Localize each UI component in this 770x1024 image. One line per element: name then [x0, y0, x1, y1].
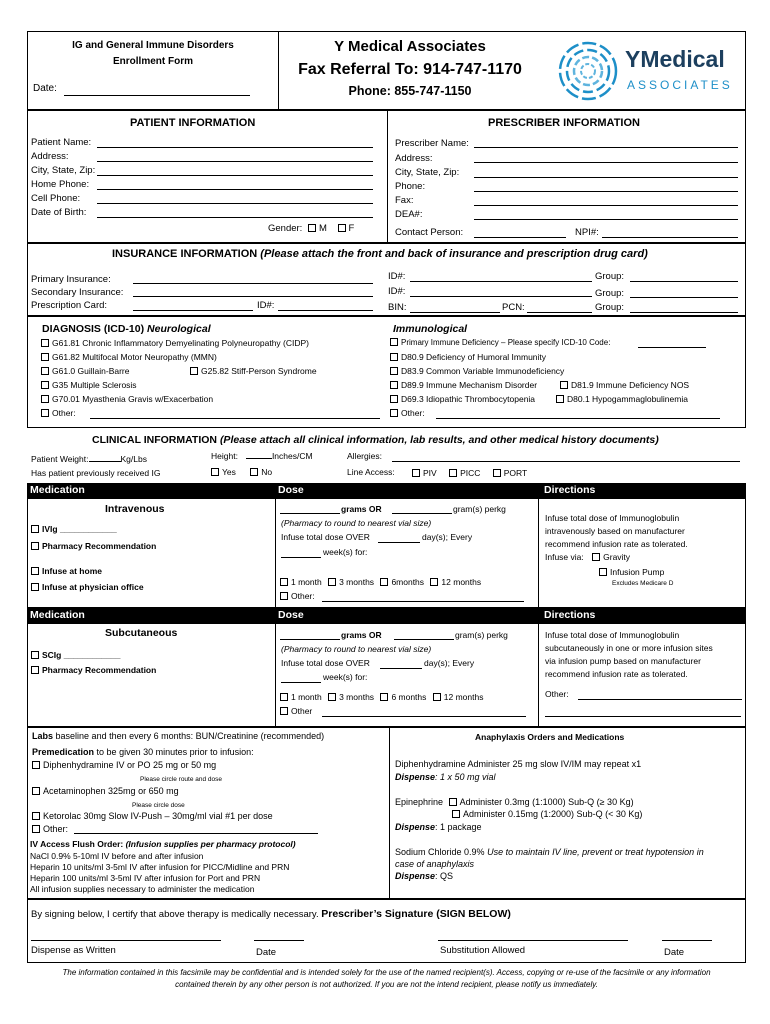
- fax-number: Fax Referral To: 914-747-1170: [298, 61, 522, 78]
- gender-m-label: M: [318, 223, 327, 234]
- circle-dose-note: Please circle dose: [132, 802, 185, 809]
- gender-m-checkbox[interactable]: [308, 224, 316, 232]
- dx-neuro-mg: G70.01 Myasthenia Gravis w/Exacerbation: [41, 394, 213, 404]
- sc-other: Other: [280, 706, 312, 716]
- sc-pharm-rec: Pharmacy Recommendation: [31, 665, 156, 675]
- premed-acet: Acetaminophen 325mg or 650 mg: [32, 786, 179, 796]
- dx-d80-1-checkbox[interactable]: [556, 395, 564, 403]
- sc-other-checkbox[interactable]: [280, 707, 288, 715]
- secondary-id-field[interactable]: [410, 296, 592, 297]
- daw-label: Dispense as Written: [31, 945, 116, 956]
- dx-neuro-other-checkbox[interactable]: [41, 409, 49, 417]
- iv-other: Other:: [280, 591, 315, 601]
- sc-dir-other-field-2[interactable]: [545, 716, 741, 717]
- iv-other-field[interactable]: [322, 601, 524, 602]
- premed-other-field[interactable]: [74, 833, 318, 834]
- prescriber-fax-label: Fax:: [395, 195, 414, 206]
- sc-dose-1b: gram(s) perkg: [455, 630, 508, 640]
- prescriber-phone-label: Phone:: [395, 181, 426, 192]
- iv-divider-1: [275, 498, 276, 608]
- sc-per-kg-field[interactable]: [394, 639, 454, 640]
- sub-date-label: Date: [664, 947, 685, 958]
- prescriber-address-field[interactable]: [474, 162, 738, 163]
- patient-city-label: City, State, Zip:: [31, 165, 96, 176]
- dx-cidp-checkbox[interactable]: [41, 339, 49, 347]
- patient-name-label: Patient Name:: [31, 137, 92, 148]
- sc-divider-1: [275, 623, 276, 727]
- clinical-title: CLINICAL INFORMATION (Please attach all clinical information, lab results, and other medical history documents): [92, 434, 659, 446]
- sc-1-month-checkbox[interactable]: [280, 693, 288, 701]
- logo-circle-icon: [555, 40, 621, 102]
- header-divider: [278, 31, 279, 110]
- iv-dose-3a: Infuse total dose OVER: [281, 532, 370, 542]
- form-title-2: Enrollment Form: [112, 56, 193, 67]
- dx-immuno-d89: D89.9 Immune Mechanism Disorder: [390, 380, 537, 390]
- iv-weeks-field[interactable]: [281, 557, 321, 558]
- anaph-na-3: Dispense: QS: [395, 871, 454, 881]
- dx-mmn-checkbox[interactable]: [41, 353, 49, 361]
- anaph-na-1: Sodium Chloride 0.9% Use to maintain IV line, prevent or treat hypotension in: [395, 847, 704, 857]
- sc-scig: SCIg ____________: [31, 650, 120, 660]
- footer-line-2: contained therein by any other person is not authorized. If you are not the intend recipient, please notify us immediately.: [175, 980, 598, 989]
- logo-name: YMedical: [625, 46, 725, 72]
- sc-dose-4: week(s) for:: [323, 672, 368, 682]
- patient-city-field[interactable]: [97, 175, 373, 176]
- port-checkbox[interactable]: [493, 469, 501, 477]
- flush-supplies: All infusion supplies necessary to administer the medication: [30, 884, 255, 894]
- sc-dose-2: (Pharmacy to round to nearest vial size): [281, 644, 432, 654]
- gravity-checkbox[interactable]: [592, 553, 600, 561]
- dx-neuro-gb: G61.0 Guillain-Barre: [41, 366, 129, 376]
- prev-ig-yes-checkbox[interactable]: [211, 468, 219, 476]
- rx-card-id-label: ID#:: [257, 300, 275, 311]
- labs-line: Labs baseline and then every 6 months: BUN/Creatinine (recommended): [32, 731, 325, 741]
- patient-prescriber-divider: [387, 110, 388, 243]
- patient-dob-field[interactable]: [97, 217, 373, 218]
- line-access-options: PIV PICC PORT: [412, 468, 527, 478]
- dx-immuno-d81: D81.9 Immune Deficiency NOS: [560, 380, 689, 390]
- sc-heading: Subcutaneous: [105, 627, 178, 639]
- sc-6-months-checkbox[interactable]: [380, 693, 388, 701]
- iv-12-months-checkbox[interactable]: [430, 578, 438, 586]
- patient-dob-label: Date of Birth:: [31, 207, 87, 218]
- infuse-office-checkbox[interactable]: [31, 583, 39, 591]
- dx-immuno-d83: D83.9 Common Variable Immunodeficiency: [390, 366, 564, 376]
- prescriber-phone-field[interactable]: [474, 191, 738, 192]
- flush-title: IV Access Flush Order: (Infusion supplies per pharmacy protocol): [30, 839, 296, 849]
- sc-dose-1a: grams OR: [341, 630, 382, 640]
- sc-3-months-checkbox[interactable]: [328, 693, 336, 701]
- picc-checkbox[interactable]: [449, 469, 457, 477]
- secondary-insurance-field[interactable]: [133, 296, 373, 297]
- sc-dose-3b: day(s); Every: [424, 658, 475, 668]
- npi-field[interactable]: [602, 237, 738, 238]
- sc-dir-1: Infuse total dose of Immunoglobulin: [545, 630, 680, 640]
- iv-dose-1b: gram(s) perkg: [453, 504, 506, 514]
- iv-dir-4: Infuse via: Gravity: [545, 552, 631, 562]
- anaph-diph-1: Diphenhydramine Administer 25 mg slow IV/IM may repeat x1: [395, 759, 642, 769]
- dx-d69-checkbox[interactable]: [390, 395, 398, 403]
- secondary-id-label: ID#:: [388, 286, 406, 297]
- diph-checkbox[interactable]: [32, 761, 40, 769]
- daw-date-label: Date: [256, 947, 277, 958]
- scig-checkbox[interactable]: [31, 651, 39, 659]
- company-name: Y Medical Associates: [334, 38, 486, 55]
- premed-other: Other:: [32, 824, 68, 834]
- sc-dir-other-field-1[interactable]: [578, 699, 742, 700]
- prev-ig-no-checkbox[interactable]: [250, 468, 258, 476]
- primary-id-field[interactable]: [410, 281, 592, 282]
- prescriber-section-title: PRESCRIBER INFORMATION: [488, 117, 640, 129]
- circle-route-note: Please circle route and dose: [140, 776, 223, 783]
- iv-pharm-rec: Pharmacy Recommendation: [31, 541, 156, 551]
- bin-label: BIN:: [388, 302, 407, 313]
- primary-group-field[interactable]: [630, 281, 738, 282]
- prescriber-dea-label: DEA#:: [395, 209, 423, 220]
- dx-immuno-pid: Primary Immune Deficiency – Please specify ICD-10 Code:: [390, 338, 610, 347]
- sc-duration: 1 month 3 months 6 months 12 months: [280, 692, 483, 702]
- iv-dose-1a: grams OR: [341, 504, 382, 514]
- patient-cell-phone-label: Cell Phone:: [31, 193, 81, 204]
- primary-insurance-label: Primary Insurance:: [31, 274, 111, 285]
- anaph-epi-3: Dispense: 1 package: [395, 822, 482, 832]
- dx-neuro-cidp: G61.81 Chronic Inflammatory Demyelinating Polyneuropathy (CIDP): [41, 338, 309, 348]
- ivig-checkbox[interactable]: [31, 525, 39, 533]
- iv-infuse-home: Infuse at home: [31, 566, 102, 576]
- anaph-title: Anaphylaxis Orders and Medications: [475, 732, 625, 742]
- sub-signature-field[interactable]: [438, 940, 628, 941]
- sc-header-bar: Medication Dose Directions: [27, 608, 746, 623]
- allergies-label: Allergies:: [347, 451, 382, 461]
- prev-ig-label: Has patient previously received IG: [31, 468, 161, 478]
- dx-ms-checkbox[interactable]: [41, 381, 49, 389]
- sc-dir-2: subcutaneously in one or more infusion sites: [545, 643, 713, 653]
- rx-group-label: Group:: [595, 302, 625, 313]
- iv-dose-2: (Pharmacy to round to nearest vial size): [281, 518, 432, 528]
- dx-immuno-other-field[interactable]: [436, 418, 720, 419]
- iv-infuse-office: Infuse at physician office: [31, 582, 144, 592]
- weight-label: Patient Weight: Kg/Lbs: [31, 454, 147, 464]
- iv-ivig: IVIg ____________: [31, 524, 117, 534]
- prescriber-city-field[interactable]: [474, 177, 738, 178]
- gender-f-label: F: [348, 223, 355, 234]
- dx-immuno-other: Other:: [390, 408, 425, 418]
- patient-section-title: PATIENT INFORMATION: [130, 117, 256, 129]
- anaph-na-2: case of anaphylaxis: [395, 859, 475, 869]
- dx-immuno-d80-1: D80.1 Hypogammaglobulinemia: [556, 394, 688, 404]
- npi-label: NPI#:: [575, 227, 599, 238]
- sc-pharm-rec-checkbox[interactable]: [31, 666, 39, 674]
- labs-divider: [389, 727, 390, 899]
- daw-signature-field[interactable]: [31, 940, 221, 941]
- iv-duration: 1 month 3 months 6months 12 months: [280, 577, 481, 587]
- patient-cell-phone-field[interactable]: [97, 203, 373, 204]
- rx-group-field[interactable]: [630, 312, 738, 313]
- iv-header-bar: Medication Dose Directions: [27, 483, 746, 498]
- sc-dir-3: via infusion pump based on manufacturer: [545, 656, 701, 666]
- epi-03-checkbox[interactable]: [449, 798, 457, 806]
- iv-dose-3b: day(s); Every: [422, 532, 473, 542]
- secondary-group-label: Group:: [595, 288, 625, 299]
- flush-hep2: Heparin 100 units/ml 3-5ml IV after infusion for Port and PRN: [30, 873, 261, 883]
- secondary-group-field[interactable]: [630, 297, 738, 298]
- iv-dose-4: week(s) for:: [323, 547, 368, 557]
- sc-days-field[interactable]: [380, 668, 422, 669]
- iv-dir-1: Infuse total dose of Immunoglobulin: [545, 513, 680, 523]
- iv-6-months-checkbox[interactable]: [380, 578, 388, 586]
- patient-name-field[interactable]: [97, 147, 373, 148]
- allergies-field[interactable]: [392, 461, 740, 462]
- bin-field[interactable]: [410, 312, 500, 313]
- gender-label: Gender:: [268, 223, 303, 234]
- patient-address-label: Address:: [31, 151, 69, 162]
- premed-keto: Ketorolac 30mg Slow IV-Push – 30mg/ml vial #1 per dose: [32, 811, 273, 821]
- prescriber-name-field[interactable]: [474, 147, 738, 148]
- sub-label: Substitution Allowed: [440, 945, 526, 956]
- primary-id-label: ID#:: [388, 271, 406, 282]
- infusion-pump-checkbox[interactable]: [599, 568, 607, 576]
- flush-nacl: NaCl 0.9% 5-10ml IV before and after infusion: [30, 851, 204, 861]
- piv-checkbox[interactable]: [412, 469, 420, 477]
- flush-hep1: Heparin 10 units/ml 3-5ml IV after infusion for PICC/Midline and PRN: [30, 862, 290, 872]
- gender-f-checkbox[interactable]: [338, 224, 346, 232]
- rx-card-id-field[interactable]: [278, 310, 373, 311]
- iv-grams-field[interactable]: [280, 513, 340, 514]
- dx-d83-checkbox[interactable]: [390, 367, 398, 375]
- dx-neuro-mmn: G61.82 Multifocal Motor Neuropathy (MMN): [41, 352, 217, 362]
- iv-dir-3: recommend infusion rate as tolerated.: [545, 539, 688, 549]
- sc-weeks-field[interactable]: [281, 682, 321, 683]
- patient-address-field[interactable]: [97, 161, 373, 162]
- sc-dir-other-label: Other:: [545, 689, 569, 699]
- iv-dir-2: intravenously based on manufacturer: [545, 526, 685, 536]
- patient-home-phone-label: Home Phone:: [31, 179, 90, 190]
- dx-pid-code-field[interactable]: [638, 347, 706, 348]
- acet-checkbox[interactable]: [32, 787, 40, 795]
- contact-person-label: Contact Person:: [395, 227, 464, 238]
- iv-pharm-rec-checkbox[interactable]: [31, 542, 39, 550]
- premed-line: Premedication to be given 30 minutes prior to infusion:: [32, 747, 254, 757]
- dx-immuno-other-checkbox[interactable]: [390, 409, 398, 417]
- dx-neuro-other-field[interactable]: [90, 418, 380, 419]
- height-label: Height: Inches/CM: [211, 451, 313, 461]
- sc-grams-field[interactable]: [280, 639, 340, 640]
- immuno-label: Immunological: [393, 323, 468, 335]
- pcn-label: PCN:: [502, 302, 525, 313]
- dx-pid-checkbox[interactable]: [390, 338, 398, 346]
- line-access-label: Line Access:: [347, 467, 395, 477]
- prescriber-address-label: Address:: [395, 153, 433, 164]
- premed-other-checkbox[interactable]: [32, 825, 40, 833]
- iv-3-months-checkbox[interactable]: [328, 578, 336, 586]
- diagnosis-title: DIAGNOSIS (ICD-10) Neurological: [42, 323, 211, 335]
- dx-immuno-d69: D69.3 Idiopathic Thrombocytopenia: [390, 394, 535, 404]
- iv-days-field[interactable]: [378, 542, 420, 543]
- prescription-card-label: Prescription Card:: [31, 300, 108, 311]
- iv-heading: Intravenous: [105, 503, 165, 515]
- phone-number: Phone: 855-747-1150: [348, 84, 472, 98]
- iv-per-kg-field[interactable]: [392, 513, 452, 514]
- certify-line: By signing below, I certify that above therapy is medically necessary. Prescriber’s Signature (SIGN BELOW): [31, 908, 511, 920]
- dx-immuno-d80: D80.9 Deficiency of Humoral Immunity: [390, 352, 546, 362]
- iv-1-month-checkbox[interactable]: [280, 578, 288, 586]
- dx-neuro-other: Other:: [41, 408, 76, 418]
- patient-home-phone-field[interactable]: [97, 189, 373, 190]
- prev-ig-options: Yes No: [211, 467, 272, 477]
- sc-divider-2: [538, 623, 539, 727]
- sc-dir-4: recommend infusion rate as tolerated.: [545, 669, 688, 679]
- company-logo: [555, 40, 745, 102]
- sc-12-months-checkbox[interactable]: [433, 693, 441, 701]
- logo-sub: ASSOCIATES: [627, 78, 733, 92]
- date-label: Date:: [33, 83, 57, 94]
- dx-neuro-sps: G25.82 Stiff-Person Syndrome: [190, 366, 317, 376]
- contact-person-field[interactable]: [474, 237, 566, 238]
- pcn-field[interactable]: [527, 312, 592, 313]
- iv-other-checkbox[interactable]: [280, 592, 288, 600]
- infuse-home-checkbox[interactable]: [31, 567, 39, 575]
- premed-diph: Diphenhydramine IV or PO 25 mg or 50 mg: [32, 760, 216, 770]
- secondary-insurance-label: Secondary Insurance:: [31, 287, 124, 298]
- dx-d81-checkbox[interactable]: [560, 381, 568, 389]
- dx-sps-checkbox[interactable]: [190, 367, 198, 375]
- footer-line-1: The information contained in this facsimile may be confidential and is intended solely for the use of the named recipient(s). Access, copying or re-use of the facsimile or any information: [62, 968, 711, 977]
- gender-group: [268, 223, 354, 234]
- prescriber-city-label: City, State, Zip:: [395, 167, 460, 178]
- dx-d80-checkbox[interactable]: [390, 353, 398, 361]
- iv-excl: Excludes Medicare D: [612, 580, 674, 587]
- dx-neuro-ms: G35 Multiple Sclerosis: [41, 380, 137, 390]
- epi-015-checkbox[interactable]: [452, 810, 460, 818]
- anaph-epi-2: Administer 0.15mg (1:2000) Sub-Q (< 30 Kg): [452, 809, 642, 819]
- dx-d89-checkbox[interactable]: [390, 381, 398, 389]
- iv-pump: Infusion Pump: [599, 567, 664, 577]
- dx-gb-checkbox[interactable]: [41, 367, 49, 375]
- primary-insurance-field[interactable]: [133, 283, 373, 284]
- keto-checkbox[interactable]: [32, 812, 40, 820]
- prescription-card-field[interactable]: [133, 310, 253, 311]
- insurance-title: INSURANCE INFORMATION (Please attach the front and back of insurance and prescription drug card): [112, 248, 648, 260]
- prescriber-name-label: Prescriber Name:: [395, 138, 469, 149]
- form-title-1: IG and General Immune Disorders: [72, 40, 234, 51]
- daw-date-field[interactable]: [254, 940, 304, 941]
- iv-divider-2: [538, 498, 539, 608]
- primary-group-label: Group:: [595, 271, 625, 282]
- prescriber-dea-field[interactable]: [474, 219, 738, 220]
- dx-mg-checkbox[interactable]: [41, 395, 49, 403]
- prescriber-fax-field[interactable]: [474, 205, 738, 206]
- sc-other-field[interactable]: [322, 716, 526, 717]
- date-field[interactable]: [64, 95, 250, 96]
- anaph-epi-1: Epinephrine Administer 0.3mg (1:1000) Sub-Q (≥ 30 Kg): [395, 797, 634, 807]
- sc-dose-3a: Infuse total dose OVER: [281, 658, 370, 668]
- anaph-diph-2: Dispense: 1 x 50 mg vial: [395, 772, 496, 782]
- sub-date-field[interactable]: [662, 940, 712, 941]
